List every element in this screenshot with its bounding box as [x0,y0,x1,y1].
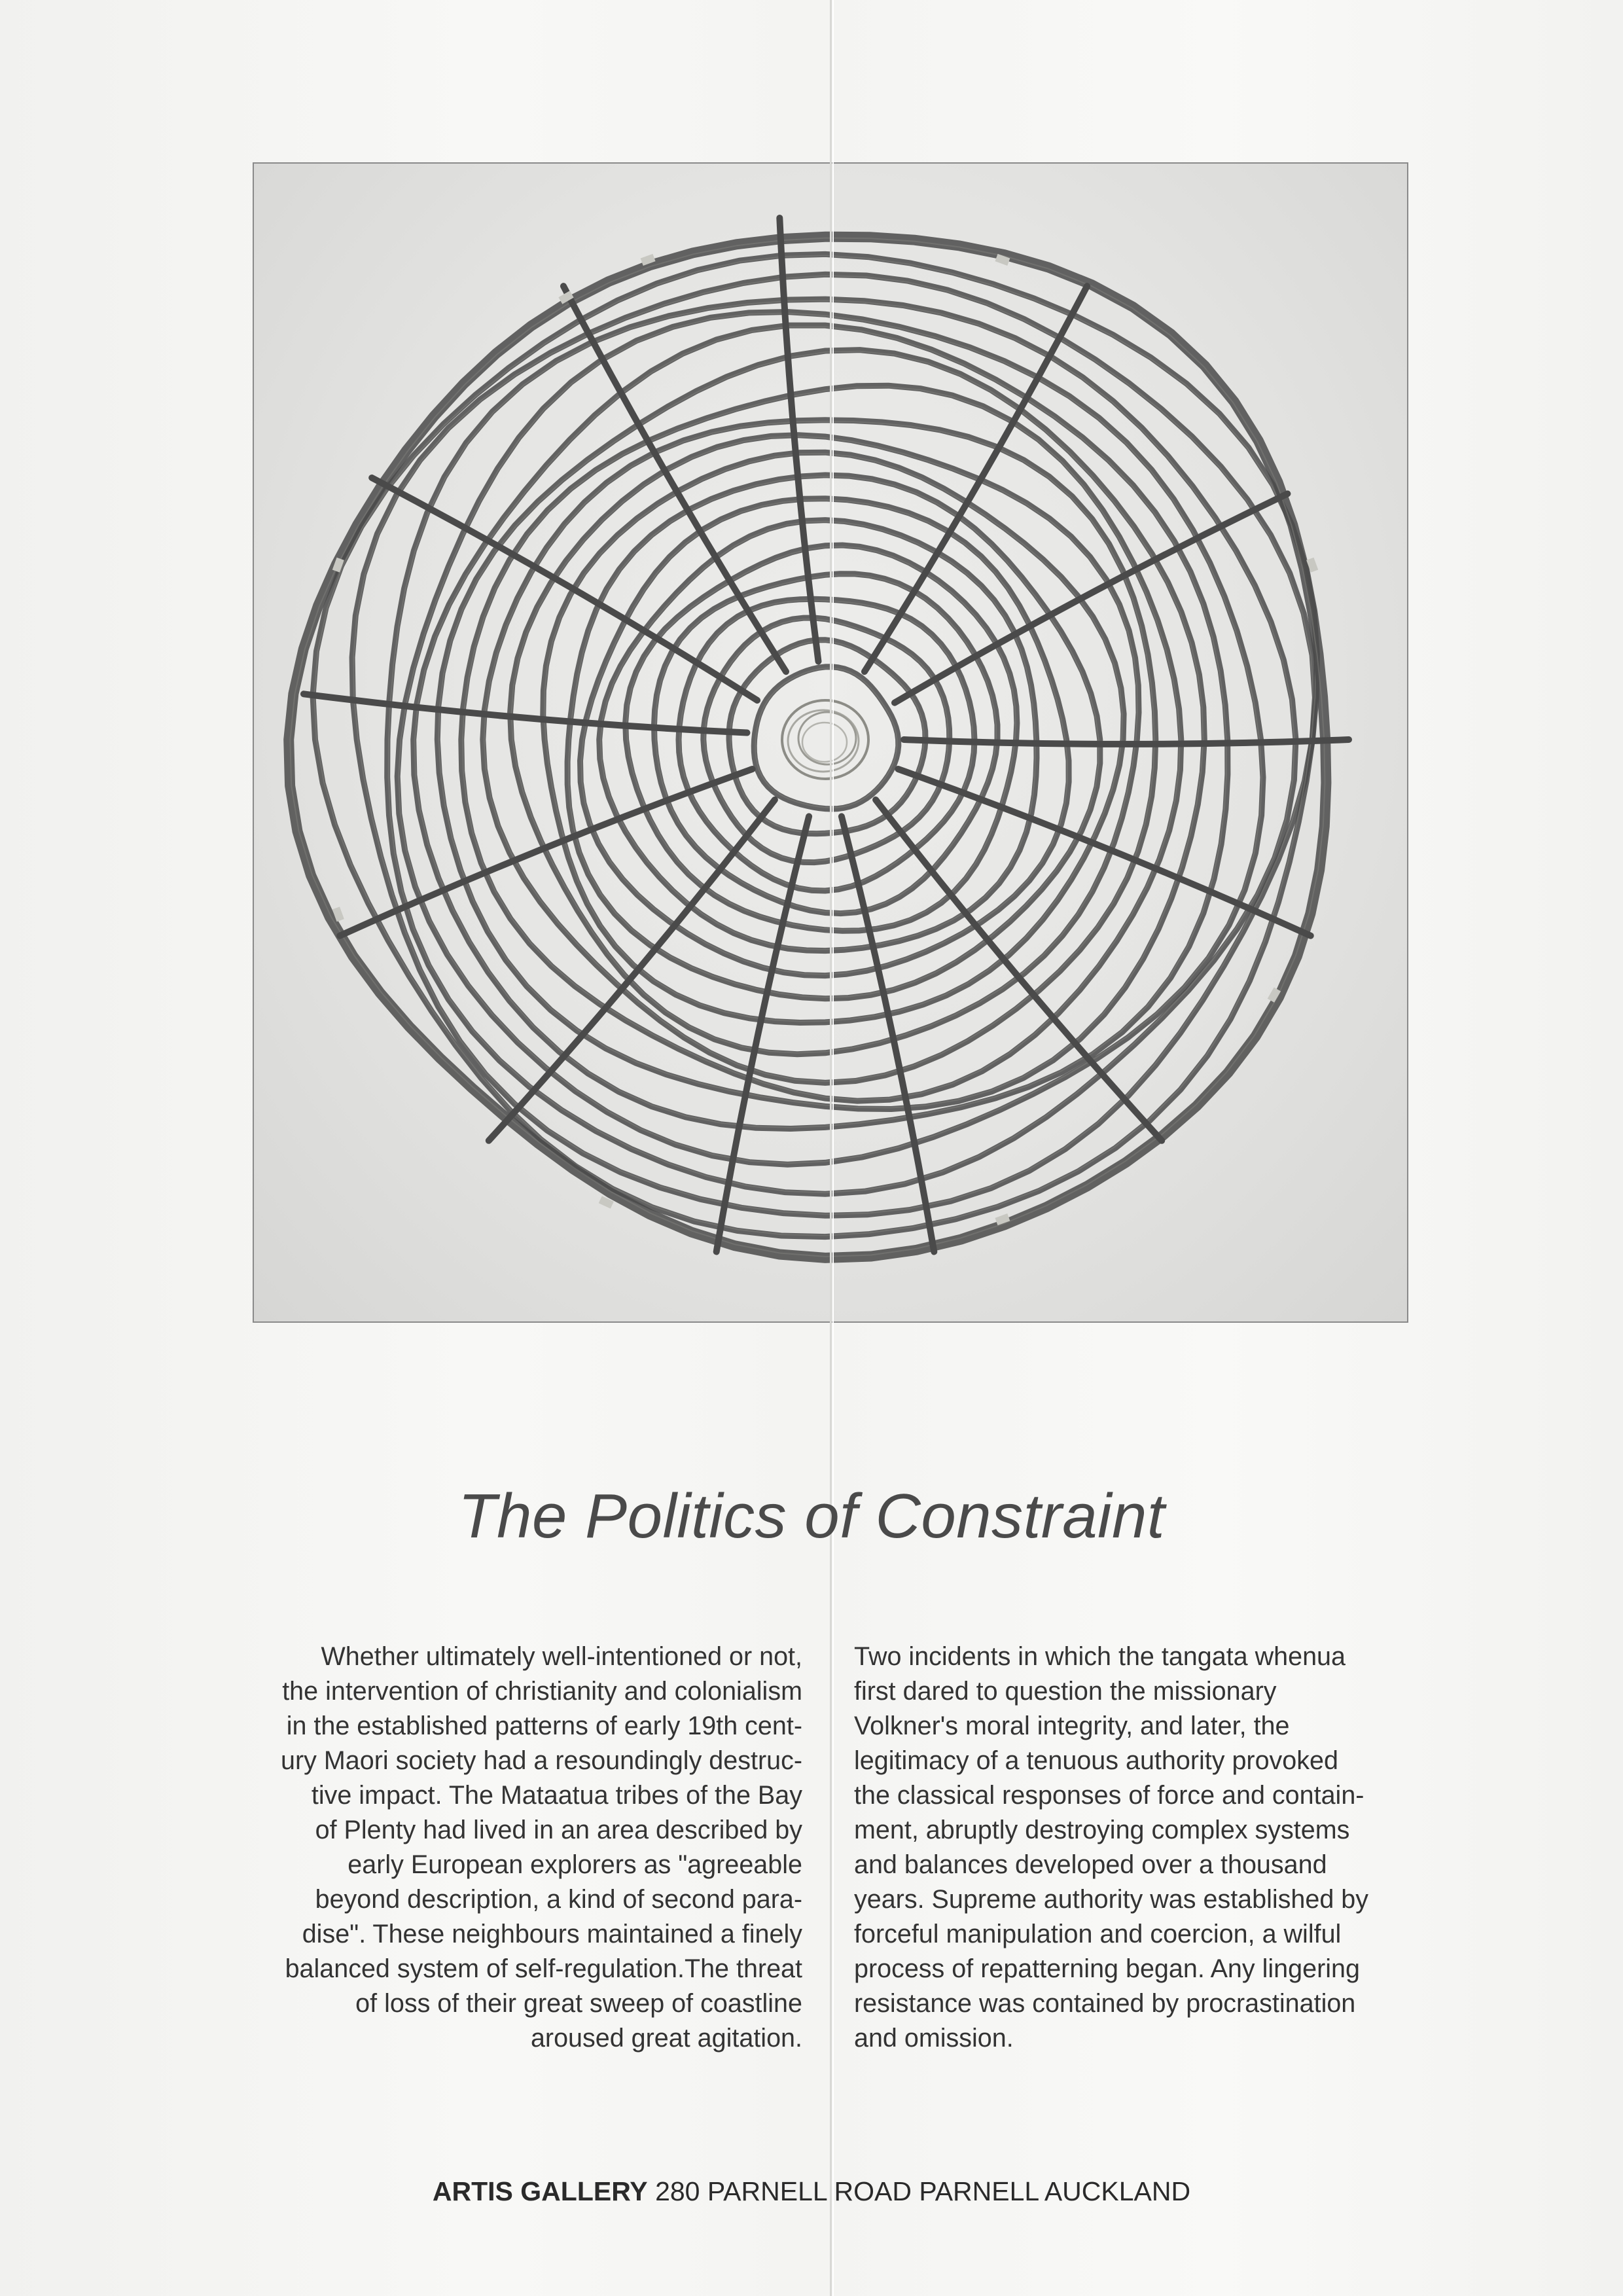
basket-spoke [904,740,1349,744]
right-column-line: process of repatterning began. Any lingering [854,1954,1360,1983]
gallery-name: ARTIS GALLERY [432,2176,648,2206]
left-column-line: the intervention of christianity and colonialism [282,1677,802,1706]
right-column-line: and balances developed over a thousand [854,1850,1327,1879]
footer-address [0,2176,1623,2207]
left-column-line: beyond description, a kind of second para- [315,1885,802,1914]
right-column-line: resistance was contained by procrastination [854,1989,1356,2018]
right-column-line: first dared to question the missionary [854,1677,1277,1706]
basket-spoke [779,218,818,662]
left-column-line: in the established patterns of early 19th cent- [286,1712,802,1740]
right-column-line: years. Supreme authority was established by [854,1885,1369,1914]
right-text-column [854,1640,1404,2056]
left-column-line: dise". These neighbours maintained a finely [302,1920,802,1948]
left-column-line: aroused great agitation. [530,2024,802,2053]
page-title: The Politics of Constraint [457,1481,1166,1551]
right-column-line: and omission. [854,2024,1014,2053]
gallery-address: 280 PARNELL ROAD PARNELL AUCKLAND [655,2176,1191,2206]
left-column-line: of loss of their great sweep of coastline [355,1989,802,2018]
basket-center-coil [782,700,868,779]
basket-ring [437,350,1204,1109]
left-column-line: balanced system of self-regulation.The threat [285,1954,802,1983]
left-column-line: ury Maori society had a resoundingly destruc- [281,1746,802,1775]
right-column-line: the classical responses of force and contain- [854,1781,1364,1810]
right-column-line: Volkner's moral integrity, and later, the [854,1712,1290,1740]
basket-ring-texture [415,327,1226,1128]
basket-ring-texture [680,600,973,889]
basket-ring [599,520,1037,951]
left-column-line: Whether ultimately well-intentioned or not, [321,1642,802,1671]
left-column-line: of Plenty had lived in an area described by [315,1816,802,1844]
right-column-line: ment, abruptly destroying complex systems [854,1816,1350,1844]
left-column-line: tive impact. The Mataatua tribes of the Bay [311,1781,802,1810]
right-column-line: Two incidents in which the tangata whenua [854,1642,1346,1671]
page-fold [830,0,832,2296]
right-column-line: forceful manipulation and coercion, a wilful [854,1920,1342,1948]
basket-rings [289,237,1326,1258]
basket-ring [626,545,1017,931]
left-text-column [253,1640,802,2056]
right-column-line: legitimacy of a tenuous authority provoked [854,1746,1338,1775]
left-column-line: early European explorers as "agreeable [348,1850,802,1879]
basket-spoke [372,478,757,700]
page-fold-highlight [832,0,834,2296]
basket-ring-texture [438,351,1203,1108]
